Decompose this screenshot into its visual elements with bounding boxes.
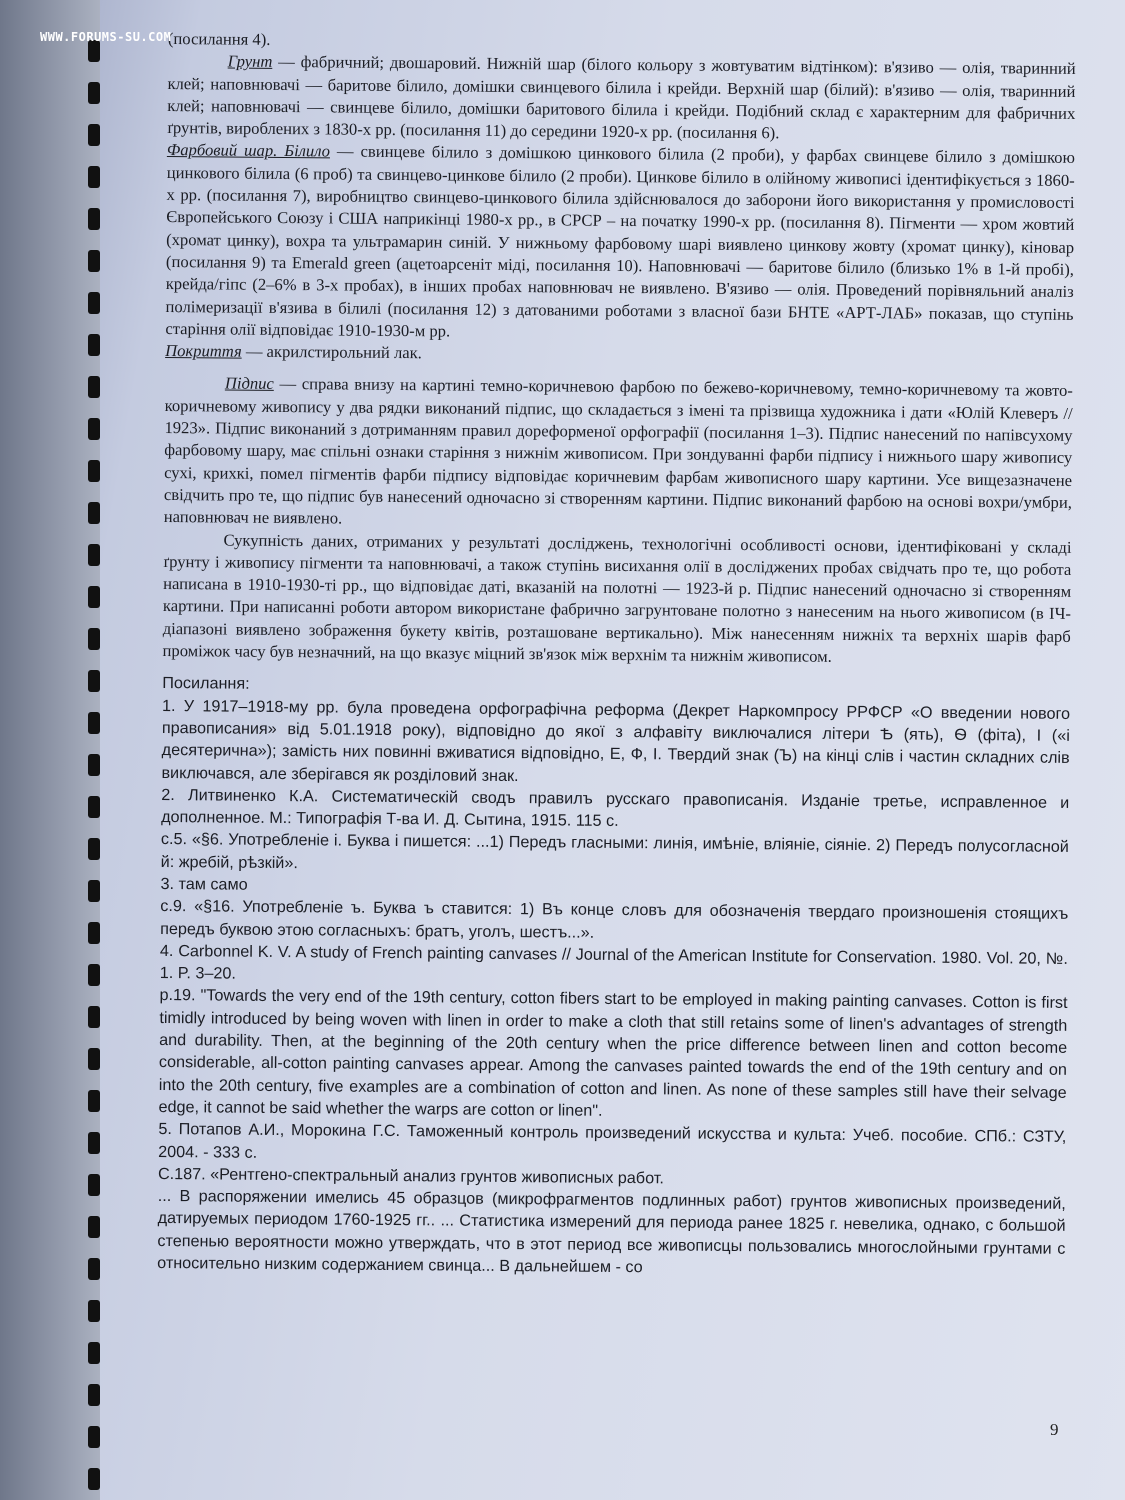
document-page	[100, 0, 1125, 1500]
paragraph-paint-layer	[165, 139, 1075, 348]
binding-ring	[88, 586, 100, 608]
page-number: 9	[1050, 1420, 1059, 1439]
binding-ring	[88, 250, 100, 272]
binding-ring	[88, 712, 100, 734]
binding-ring	[88, 1468, 100, 1490]
binding-ring	[88, 922, 100, 944]
binding-ring	[88, 1048, 100, 1070]
reference-item: 5. Потапов А.И., Морокина Г.С. Таможенный контроль произведений искусства и культа: Учеб. пособие. СПб.: СЗТУ, 2004. - 333 с.	[158, 1120, 1067, 1162]
binding-ring	[88, 1216, 100, 1238]
reference-item: с.5. «§6. Употребленіе і. Буква і пишется: ...1) Передъ гласными: линія, имѣніе, вліяніе, сіяніе. 2) Передъ полусогласной й: жребій, рѣзкій».	[160, 830, 1069, 872]
paragraph-text: — акрилстирольний лак.	[241, 341, 422, 363]
paragraph-text: — свинцеве білило з домішкою цинкового білила (2 проби), у фарбах свинцеве білило з домішкою цинкового білила (6 проб) та свинцево-цинкове білило (2 проби). Цинкове білило в олійному живописі ідентифікується з 1860-х рр. (посилання 7), виробництво свинцево-цинкового білила здійснювалося до заборони його використання у промисловості Європейського Союзу і США наприкінці 1980-х рр., в СРСР – на початку 1990-х рр. (посилання 8). Пігменти — хром жовтий (хромат цинку), вохра та ультрамарин синій. У нижньому фарбовому шарі виявлено цинкову жовту (хромат цинку), кіновар (посилання 9) та Emerald green (ацетоарсеніт міді, посилання 10). Наповнювачі — баритове білило (близько 1% в 1-й пробі), крейда/гіпс (2–6% в 3-х пробах), в інших пробах наповнювач не виявлено. В'язиво — олія. Проведений порівняльний аналіз полімеризації в'язива в білилі (посилання 12) з датованими роботами з власної бази БНТЕ «АРТ-ЛАБ» показав, що ступінь старіння олії відповідає 1910-1930-м рр.	[165, 141, 1075, 341]
binding-ring	[88, 670, 100, 692]
reference-item: 4. Carbonnel K. V. A study of French painting canvases // Journal of the American Institute for Conservation. 1980. Vol. 20, №. 1. P. 3–20.	[159, 941, 1068, 983]
binding-ring	[88, 964, 100, 986]
binding-ring	[88, 460, 100, 482]
binding-ring	[88, 1174, 100, 1196]
binding-ring	[88, 376, 100, 398]
paragraph-text: Сукупність даних, отриманих у результаті досліджень, технологічні особливості основи, ідентифіковані у складі ґрунту і живопису пігменти та наповнювачі, а також ступінь висихання олії в досліджених пробах свідчать про те, що робота написана в 1910-1930-ті рр., що відповідає даті, вказаній на полотні — 1923-й р. Підпис нанесений одночасно зі створенням картини. При написанні роботи автором використане фабрично загрунтоване полотно з нанесеним на нього живописом (в ІЧ-діапазоні виявлено зображення букету квітів, розташоване вертикально). Між нанесенням нижніх та верхніх шарів фарб проміжок часу був незначний, на що вказує міцний зв'язок між верхнім та нижнім живописом.	[162, 530, 1072, 666]
paragraph-text: (посилання 4).	[167, 28, 271, 49]
binding-ring	[88, 1006, 100, 1028]
page-text	[157, 28, 1076, 1282]
binding-ring	[88, 796, 100, 818]
binding-ring	[88, 124, 100, 146]
reference-quote: ... В распоряжении имелись 45 образцов (микрофрагментов подлинных работ) грунтов живописных произведений, датируемых периодом 1760-1925 гг.. ... Статистика измерений для периода ранее 1825 г. невелика, однако, с большой степенью вероятности можно утверждать, что в этот период все живописцы пользовались многослойными грунтами с относительно низким содержанием свинца... В дальнейшем - со	[157, 1187, 1066, 1277]
watermark: WWW.FORUMS-SU.COM	[40, 30, 172, 44]
section-label: Підпис	[224, 373, 274, 394]
binding-ring	[88, 82, 100, 104]
references	[157, 672, 1070, 1282]
paragraph-text: — фабричний; двошаровий. Нижній шар (білого кольору з жовтуватим відтінком): в'язиво — олія, тваринний клей; наповнювачі — баритове білило, домішки свинцевого білила і крейди. Верхній шар (білий): в'язиво — олія, тваринний клей; наповнювачі — свинцеве білило, домішки баритового білила і крейди. Подібний склад є характерним для фабричних ґрунтів, вироблених з 1830-х рр. (посилання 11) до середини 1920-х рр. (посилання 6).	[167, 52, 1076, 143]
binding-ring	[88, 1384, 100, 1406]
paragraph-grunt	[167, 50, 1076, 147]
binding-ring	[88, 754, 100, 776]
binding-ring	[88, 880, 100, 902]
binding-ring	[88, 1426, 100, 1448]
reference-item: 2. Литвиненко К.А. Систематическій сводъ правилъ русскаго правописанія. Изданіе третье, исправленное и дополненное. М.: Типографія Т-ва И. Д. Сытина, 1915. 115 с.	[161, 785, 1070, 831]
binding-ring	[88, 418, 100, 440]
binding-ring	[88, 502, 100, 524]
binding-ring	[88, 334, 100, 356]
reference-item: с.9. «§16. Употребленіе ъ. Буква ъ ставится: 1) Въ конце словъ для обозначенія твердаго произношенія стоящихъ передъ буквою этою согласныхъ: братъ, уголъ, шестъ...».	[160, 897, 1069, 942]
reference-quote: p.19. "Towards the very end of the 19th century, cotton fibers start to be employed in making painting canvases. Cotton is first timidly introduced by being woven with linen in order to make a cloth that still retains some of linen's advantages of strength and durability. Then, at the beginning of the 20th century when the price difference between linen and cotton become considerable, all-cotton painting canvases appear. Among the canvases painted towards the end of the 19th century and on into the 20th century, five examples are a combination of cotton and linen. As none of these samples still have their selvage edge, it cannot be said whether the warps are cotton or linen".	[158, 986, 1068, 1120]
binding-ring	[88, 1258, 100, 1280]
binding-ring	[88, 628, 100, 650]
binding-ring	[88, 544, 100, 566]
binding-ring	[88, 166, 100, 188]
reference-item: С.187. «Рентгено-спектральный анализ грунтов живописных работ.	[157, 1164, 664, 1188]
section-label: Фарбовий шар. Білило	[166, 140, 331, 161]
section-label: Покриття	[165, 341, 242, 361]
binding-ring	[88, 1300, 100, 1322]
binding-ring	[88, 208, 100, 230]
reference-item: 3. там само	[160, 874, 248, 894]
binding-ring	[88, 1342, 100, 1364]
binding-ring	[88, 1132, 100, 1154]
paragraph-conclusion	[162, 529, 1071, 671]
paragraph-text: — справа внизу на картині темно-коричневою фарбою по бежево-коричневому, темно-коричневому та жовто-коричневому живопису у два рядки виконаний підпис, що складається з імені та прізвища художника і дати «Юлій Клеверъ // 1923». Підпис виконаний з дотриманням правил дореформеної орфографії (посилання 1–3). Підпис нанесений по напівсухому фарбовому шару, має спільні ознаки старіння з нижнім живописом. При зондуванні фарби підпису і нижнього шару живопису сухі, крихкі, помел пігментів фарби підпису відповідає коричневим фарбам живописного шару картини. Усе вищезазначене свідчить про те, що підпис був нанесений одночасно зі створенням картини. Підпис виконаний фарбою на основі вохри/умбри, наповнювач не виявлено.	[163, 374, 1073, 528]
binding-ring	[88, 1090, 100, 1112]
paragraph-signature	[164, 372, 1073, 536]
binding-ring	[88, 292, 100, 314]
section-label: Грунт	[227, 51, 273, 72]
binding-ring	[88, 838, 100, 860]
references-heading: Посилання:	[162, 674, 250, 694]
reference-item: 1. У 1917–1918-му рр. була проведена орфографічна реформа (Декрет Наркомпросу РРФСР «О введении нового правописания» від 5.01.1918 року), відповідно до якої з алфавіту виключалися літери Ѣ (ять), Ѳ (фіта), І («і десятерична»); замість них повинні вживатися відповідно, Е, Ф, І. Твердий знак (Ъ) на кінці слів і частин складних слів виключався, але зберігався як розділовий знак.	[161, 696, 1071, 785]
